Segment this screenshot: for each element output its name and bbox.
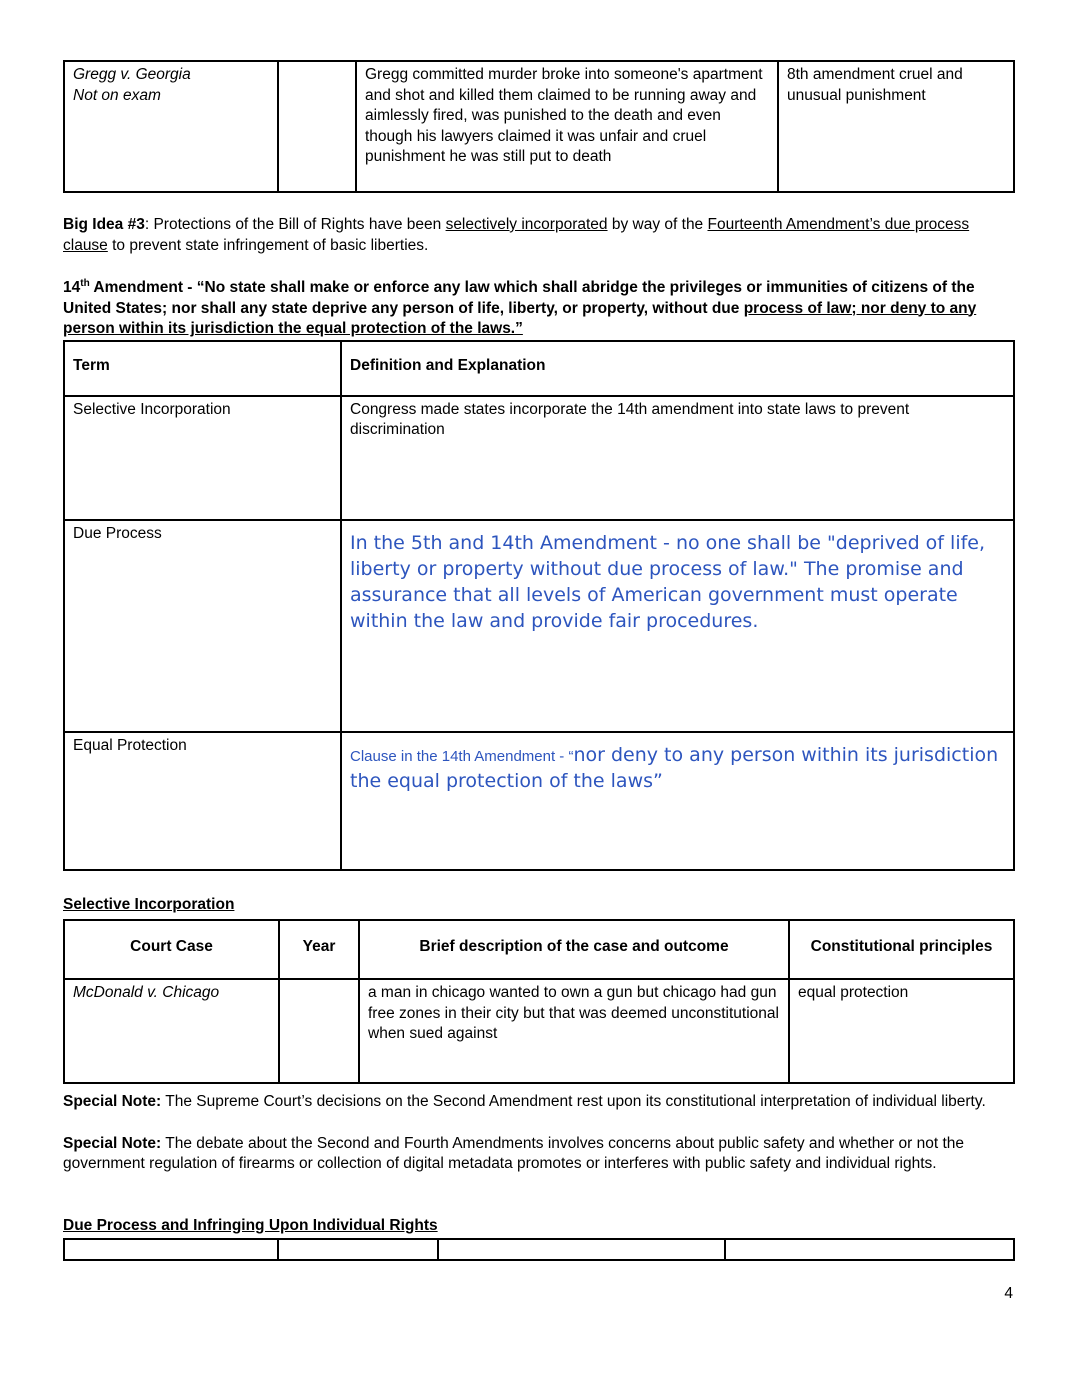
empty-cell xyxy=(278,1239,438,1260)
amendment-quote-underlined: process of law; nor deny to any person within its jurisdiction the equal protection of the laws.” xyxy=(63,299,977,337)
big-idea-underlined-2: Fourteenth Amendment’s due process clause xyxy=(63,216,970,254)
description-column-header: Brief description of the case and outcome xyxy=(359,920,789,979)
table-header-row xyxy=(64,920,1014,979)
court-case-cell: McDonald v. Chicago xyxy=(64,979,279,1083)
big-idea-underlined-1: selectively incorporated xyxy=(445,216,608,233)
definition-cell xyxy=(341,732,1014,870)
term-cell: Equal Protection xyxy=(64,732,341,870)
due-process-rights-heading-text: Due Process and Infringing Upon Individual Rights xyxy=(63,1216,438,1234)
amendment-separator: - xyxy=(183,279,197,296)
case-description-cell: a man in chicago wanted to own a gun but chicago had gun free zones in their city but that was deemed unconstitutional when sued against xyxy=(359,979,789,1083)
principles-column-header: Constitutional principles xyxy=(789,920,1014,979)
court-case-column-header: Court Case xyxy=(64,920,279,979)
page-number: 4 xyxy=(1004,1285,1013,1302)
year-column-header: Year xyxy=(279,920,359,979)
term-definition-table xyxy=(63,340,1015,871)
big-idea-label: Big Idea #3 xyxy=(63,216,145,233)
special-note-2-label: Special Note: xyxy=(63,1134,162,1152)
year-cell xyxy=(279,979,359,1083)
special-note-2 xyxy=(63,1134,1013,1175)
table-header-row xyxy=(64,341,1014,396)
big-idea-text-3: to prevent state infringement of basic liberties. xyxy=(107,236,429,254)
big-idea-separator: : xyxy=(144,216,154,233)
amendment-number: 14 xyxy=(63,279,81,296)
special-note-1-text: The Supreme Court’s decisions on the Second Amendment rest upon its constitutional interpretation of individual liberty. xyxy=(161,1093,986,1110)
court-case-cell xyxy=(64,61,278,192)
due-process-definition-text: In the 5th and 14th Amendment - no one shall be "deprived of life, liberty or property without due process of law." The promise and assurance that all levels of American government must operate within the law and provide fair procedures. xyxy=(350,531,986,632)
equal-protection-definition-text xyxy=(350,736,1005,794)
table-row xyxy=(64,61,1014,192)
big-idea-text-1: Protections of the Bill of Rights have been xyxy=(153,216,446,233)
constitutional-principles-cell: equal protection xyxy=(789,979,1014,1083)
selective-incorporation-case-table xyxy=(63,919,1015,1084)
table-row xyxy=(64,520,1014,732)
big-idea-text-2: by way of the xyxy=(607,216,708,233)
court-case-name: Gregg v. Georgia xyxy=(73,66,191,83)
due-process-rights-heading xyxy=(63,1216,1013,1237)
special-note-2-text: The debate about the Second and Fourth Amendments involves concerns about public safety and whether or not the government regulation of firearms or collection of digital metadata promotes or interferes with public safety and individual rights. xyxy=(63,1134,964,1172)
empty-cell xyxy=(725,1239,1014,1260)
table-row xyxy=(64,396,1014,520)
special-note-1-label: Special Note: xyxy=(63,1093,162,1110)
selective-incorporation-heading xyxy=(63,895,1013,916)
definition-column-header: Definition and Explanation xyxy=(341,341,1014,396)
due-process-empty-table xyxy=(63,1238,1015,1261)
special-note-1 xyxy=(63,1092,1013,1113)
empty-cell xyxy=(64,1239,278,1260)
amendment-quote: “No state shall make or enforce any law which shall abridge the privileges or immunities of citizens of the United States; nor shall any state deprive any person of life, liberty, or property, without due xyxy=(63,279,975,317)
equal-protection-definition-quote: nor deny to any person within its jurisdiction the equal protection of the laws” xyxy=(350,743,999,792)
big-idea-3-paragraph xyxy=(63,215,1013,256)
definition-cell: Congress made states incorporate the 14th amendment into state laws to prevent discrimination xyxy=(341,396,1014,520)
term-cell: Selective Incorporation xyxy=(64,396,341,520)
fourteenth-amendment-paragraph xyxy=(63,278,1013,340)
constitutional-principles-cell: 8th amendment cruel and unusual punishment xyxy=(778,61,1014,192)
prev-case-table xyxy=(63,60,1015,193)
amendment-title: Amendment xyxy=(89,279,183,296)
selective-incorporation-heading-text: Selective Incorporation xyxy=(63,895,235,913)
definition-cell xyxy=(341,520,1014,732)
amendment-ordinal-suffix: th xyxy=(80,277,90,289)
table-row xyxy=(64,979,1014,1083)
year-cell xyxy=(278,61,356,192)
equal-protection-definition-lead: Clause in the 14th Amendment - “ xyxy=(350,747,574,765)
court-case-note: Not on exam xyxy=(73,86,161,104)
case-description-cell: Gregg committed murder broke into someone's apartment and shot and killed them claimed to be running away and aimlessly fired, was punished to the death and even though his lawyers claimed it was unfair and cruel punishment he was still put to death xyxy=(356,61,778,192)
term-column-header: Term xyxy=(64,341,341,396)
empty-cell xyxy=(438,1239,725,1260)
table-row xyxy=(64,732,1014,870)
table-row xyxy=(64,1239,1014,1260)
term-cell: Due Process xyxy=(64,520,341,732)
